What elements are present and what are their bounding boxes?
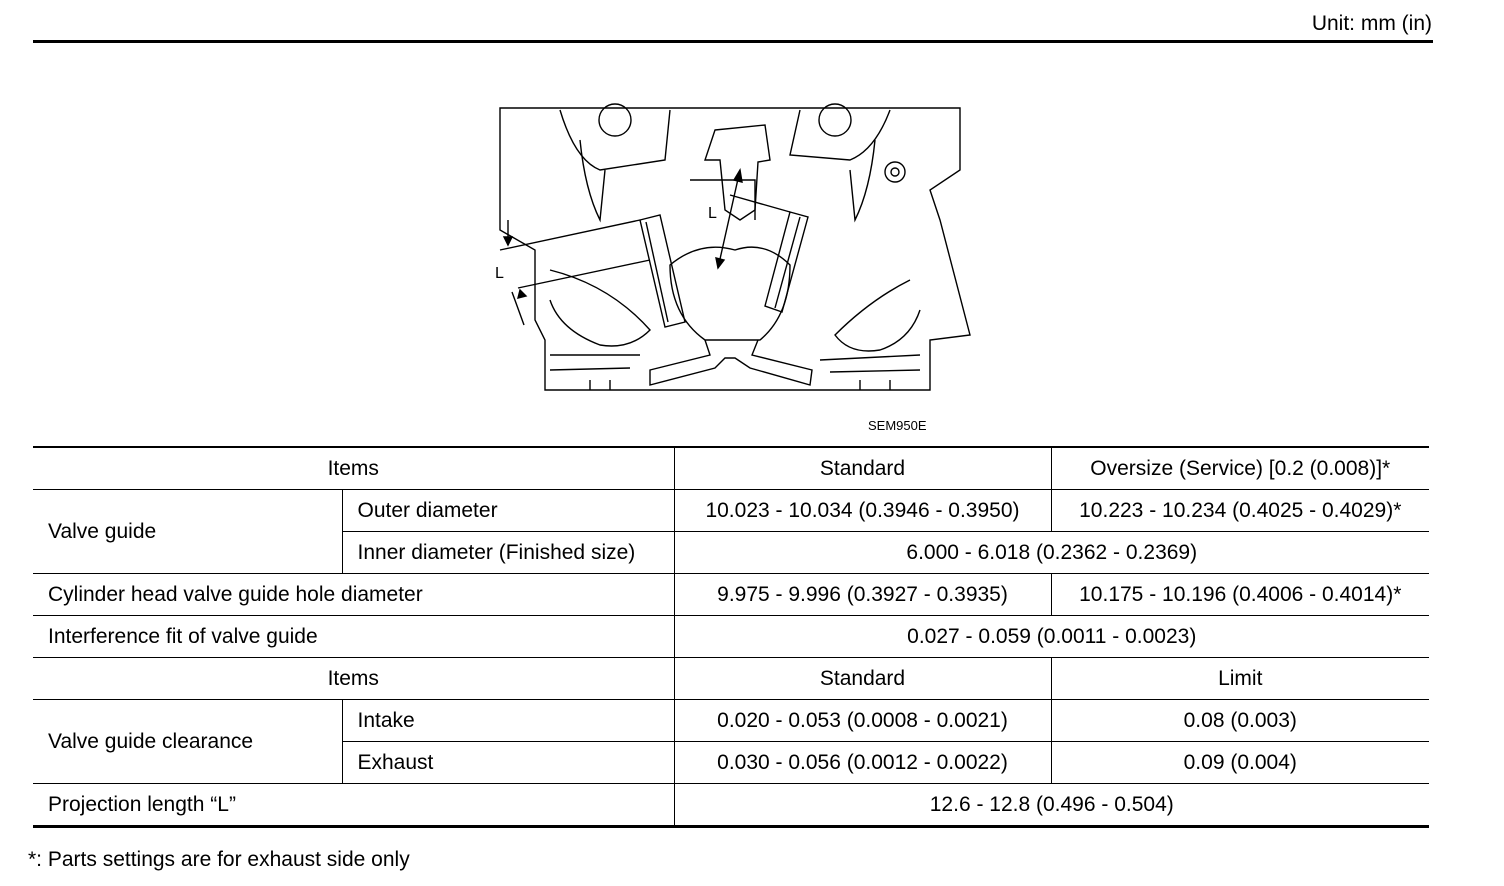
header-standard: Standard <box>674 447 1051 490</box>
outer-diameter-standard: 10.023 - 10.034 (0.3946 - 0.3950) <box>674 490 1051 532</box>
dim-label-left: L <box>495 265 504 282</box>
valve-guide-spec-table <box>33 446 1429 828</box>
header-items: Items <box>33 447 674 490</box>
header2-standard: Standard <box>674 658 1051 700</box>
cylinder-head-diagram <box>490 100 980 400</box>
table-row <box>33 700 1429 742</box>
interference-value: 0.027 - 0.059 (0.0011 - 0.0023) <box>674 616 1429 658</box>
table-row <box>33 574 1429 616</box>
interference-label: Interference fit of valve guide <box>33 616 674 658</box>
intake-label: Intake <box>342 700 674 742</box>
projection-value: 12.6 - 12.8 (0.496 - 0.504) <box>674 784 1429 827</box>
table-row <box>33 616 1429 658</box>
table-header-row <box>33 447 1429 490</box>
header2-items: Items <box>33 658 674 700</box>
figure-code: SEM950E <box>868 418 927 433</box>
header2-limit: Limit <box>1051 658 1429 700</box>
hole-diameter-standard: 9.975 - 9.996 (0.3927 - 0.3935) <box>674 574 1051 616</box>
valve-guide-label: Valve guide <box>33 490 342 574</box>
exhaust-limit: 0.09 (0.004) <box>1051 742 1429 784</box>
intake-limit: 0.08 (0.003) <box>1051 700 1429 742</box>
table-header-row <box>33 658 1429 700</box>
projection-label: Projection length “L” <box>33 784 674 827</box>
hole-diameter-label: Cylinder head valve guide hole diameter <box>33 574 674 616</box>
intake-standard: 0.020 - 0.053 (0.0008 - 0.0021) <box>674 700 1051 742</box>
table-row <box>33 490 1429 532</box>
footnote: *: Parts settings are for exhaust side only <box>28 848 410 871</box>
header-rule <box>33 40 1433 43</box>
outer-diameter-label: Outer diameter <box>342 490 674 532</box>
outer-diameter-oversize: 10.223 - 10.234 (0.4025 - 0.4029)* <box>1051 490 1429 532</box>
inner-diameter-value: 6.000 - 6.018 (0.2362 - 0.2369) <box>674 532 1429 574</box>
hole-diameter-oversize: 10.175 - 10.196 (0.4006 - 0.4014)* <box>1051 574 1429 616</box>
dim-label-center: L <box>708 205 717 222</box>
inner-diameter-label: Inner diameter (Finished size) <box>342 532 674 574</box>
table-row <box>33 784 1429 827</box>
clearance-label: Valve guide clearance <box>33 700 342 784</box>
unit-label: Unit: mm (in) <box>1311 12 1432 35</box>
header-oversize: Oversize (Service) [0.2 (0.008)]* <box>1051 447 1429 490</box>
exhaust-label: Exhaust <box>342 742 674 784</box>
exhaust-standard: 0.030 - 0.056 (0.0012 - 0.0022) <box>674 742 1051 784</box>
